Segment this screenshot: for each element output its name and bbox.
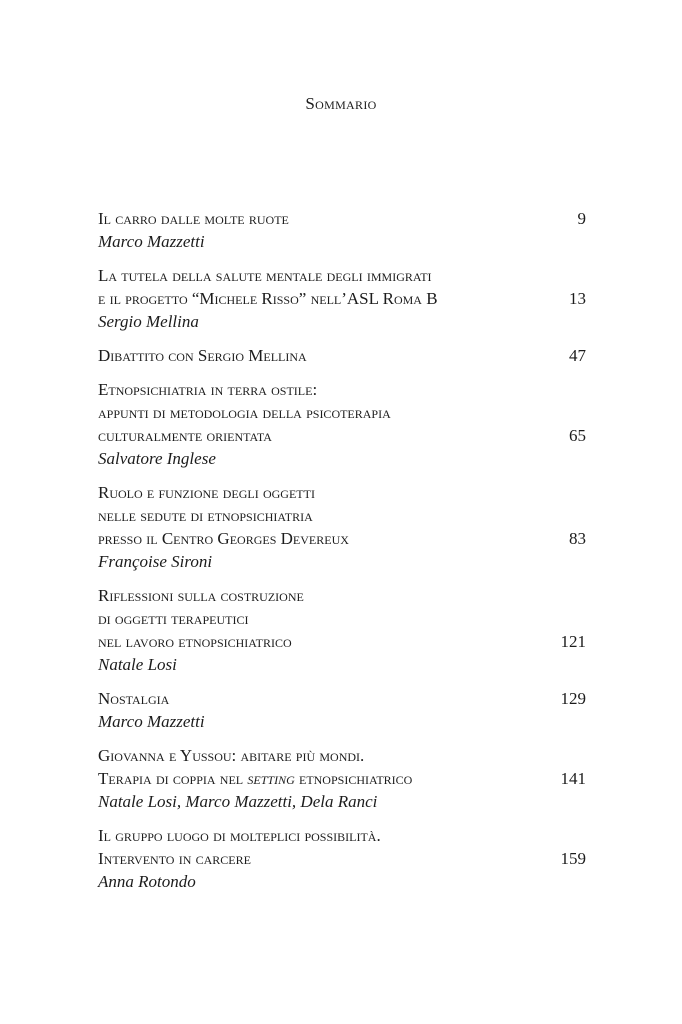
entry-author: Sergio Mellina [98, 312, 199, 331]
entry-title-line: Il gruppo luogo di molteplici possibilità. [98, 826, 381, 845]
entry-author: Marco Mazzetti [98, 232, 205, 251]
toc-entry [98, 744, 586, 824]
entry-page-number: 47 [569, 346, 586, 365]
entry-author: Natale Losi, Marco Mazzetti, Dela Ranci [98, 792, 378, 811]
entry-title-line: Ruolo e funzione degli oggetti [98, 483, 315, 502]
entry-title-line: e il progetto “Michele Risso” nell’ASL Roma B [98, 289, 438, 308]
entry-title-line: culturalmente orientata [98, 426, 272, 445]
entry-author: Anna Rotondo [98, 872, 196, 891]
entry-title-line: di oggetti terapeutici [98, 609, 249, 628]
entry-title-line: La tutela della salute mentale degli immigrati [98, 266, 432, 285]
entry-page-number: 129 [560, 689, 586, 708]
toc-entry [98, 687, 586, 744]
entry-title-line-rich: Terapia di coppia nel setting etnopsichiatrico [98, 769, 413, 788]
entry-page-number: 83 [569, 529, 586, 548]
toc-entry [98, 344, 586, 378]
toc-entry [98, 264, 586, 344]
toc-entry [98, 824, 586, 893]
entry-page-number: 65 [569, 426, 586, 445]
toc-entry [98, 584, 586, 687]
entry-page-number: 9 [577, 209, 586, 228]
entry-title-line: Etnopsichiatria in terra ostile: [98, 380, 318, 399]
entry-page-number: 13 [569, 289, 586, 308]
entry-title-line: Riflessioni sulla costruzione [98, 586, 304, 605]
entry-title-line: appunti di metodologia della psicoterapia [98, 403, 391, 422]
entry-page-number: 141 [560, 769, 586, 788]
entry-title-line: presso il Centro Georges Devereux [98, 529, 349, 548]
entry-title-line: Intervento in carcere [98, 849, 251, 868]
entry-author: Marco Mazzetti [98, 712, 205, 731]
entry-title-line: Il carro dalle molte ruote [98, 209, 289, 228]
entry-page-number: 121 [560, 632, 586, 651]
toc-entry [98, 378, 586, 481]
entry-title-line: Nostalgia [98, 689, 170, 708]
page-title: Sommario [305, 94, 377, 113]
entry-author: Natale Losi [98, 655, 177, 674]
toc-entry [98, 207, 586, 264]
entry-page-number: 159 [560, 849, 586, 868]
entry-title-line: Giovanna e Yussou: abitare più mondi. [98, 746, 365, 765]
entry-title-line: nelle sedute di etnopsichiatria [98, 506, 313, 525]
table-of-contents [98, 207, 586, 893]
entry-author: Françoise Sironi [98, 552, 213, 571]
toc-entry [98, 481, 586, 584]
entry-author: Salvatore Inglese [98, 449, 216, 468]
italic-term: setting [247, 769, 295, 788]
entry-title-line: nel lavoro etnopsichiatrico [98, 632, 292, 651]
entry-title-line: Dibattito con Sergio Mellina [98, 346, 307, 365]
